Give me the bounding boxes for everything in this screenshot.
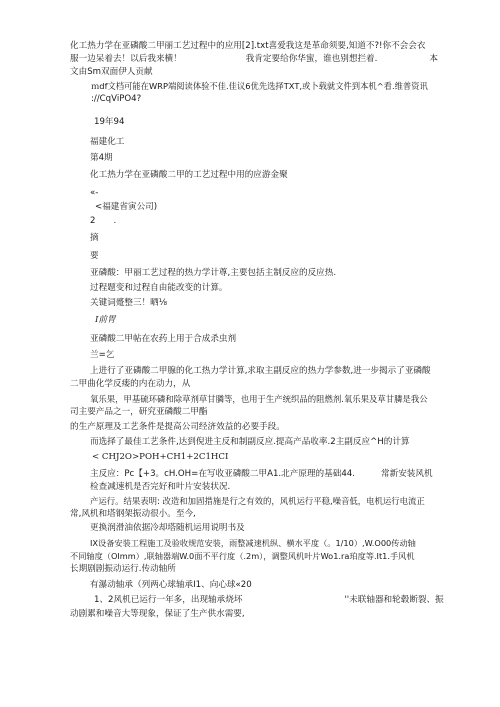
abstract-heading-2: 要 [90, 251, 99, 261]
header-line-4: ｍdf文档可能在WRP端阅读体验不佳.佳议6优先选择TXT,或卜载就文件到本机^看.维普资讯 [91, 81, 428, 91]
body-p16: 长期剧剧振动运行.传动轴所 [70, 564, 176, 574]
body-p9-main: 主反应：Pc【+3。cH.OH=在写收亚磷酸二甲A1.北产原理的基础44. [90, 469, 355, 479]
abstract-text-2: 过程题变和过程自由能改变的计算。 [90, 283, 228, 293]
body-p9-tail: 常新安装风机 [381, 469, 433, 479]
issue-number: 第4期 [90, 153, 113, 163]
reference-number [90, 216, 116, 227]
abstract-heading-1: 摘 [90, 233, 99, 243]
header-line-2-part-b: 我肯定要给你华蜜，谁也别想拦着. [245, 54, 378, 64]
body-p19: 动剧累和噪音大等现象，保证了生产供水需要, [70, 609, 245, 619]
body-p7: 的生产原理及工艺条件是提高公司经济效益的必要手段。 [70, 422, 285, 432]
body-p10: 检查减速机是否完好和叶片安装状况. [90, 482, 231, 492]
body-p11: 产运行。结果表明: 改造和加固措施是行之有效的，风机运行平稳,噪音低，电机运行电流正 [90, 496, 425, 506]
body-p18 [94, 595, 444, 606]
header-line-2-part-c: 本 [429, 54, 438, 64]
body-p4: 二甲曲化学反瘘的内在动力，从 [70, 379, 191, 389]
body-p12: 常,风机和塔钢架振动很小。至今, [70, 509, 196, 519]
reference-number-value: 2 [90, 216, 96, 226]
reaction-formula: < CHJ2O>POH+CH1+2C1HCI [92, 452, 229, 462]
body-p1: 亚磷酸二甲帖在农药上用于合成杀虫剂 [90, 334, 237, 344]
header-line-2-part-a: 服一边呆着去！以后我来横！ [70, 54, 182, 64]
body-p18-tail: ''未联轴器和轮毂断裂、振 [344, 595, 444, 605]
article-title: 化工热力学在亚磷酸二甲的工艺过程中用的应游金聚 [90, 170, 288, 180]
body-p3: 上进行了亚磷酸二甲腺的化工热力学计算,求取主副反应的热力学参数,进一步揭示了亚磷酸 [90, 366, 431, 376]
keywords: 关键词蹙整三！晒⅛ [90, 298, 168, 308]
body-p13: 更换润滑油依据冷却塔随机运用说明书及 [90, 523, 245, 533]
body-p17: 有瀑动轴承（列两心球轴承I1、向心球«20 [90, 580, 252, 590]
body-p8: 而选择了最佳工艺条件,达到倪进主反和制副反应.提高产品收率.2主副反应^H的计算 [90, 437, 410, 447]
abstract-text-1: 亚磷酸：甲丽工艺过程的热力学计尊,主要包括主制反应的反应热. [90, 268, 337, 278]
section-heading: I前胃 [95, 315, 116, 325]
body-p6: 司主要产品之一，研究亚磷酸二甲酯 [70, 407, 208, 417]
body-p5: 氧乐果，甲基硫环磷和除草剂草甘膦等，也用于生产统织品的阻燃剂.氧乐果及草甘膦是我公 [90, 394, 428, 404]
year-label: 19年94 [94, 117, 125, 127]
journal-name: 福建化工 [90, 137, 125, 147]
header-line-2 [70, 54, 438, 65]
header-line-1: 化工热力学在亚磷酸二甲丽工艺过程中的应用[2].txt喜爱我这是革命须要,知道不?!你不会会衣 [70, 41, 426, 51]
body-p2: 兰=乞 [90, 350, 115, 360]
reference-dot: . [113, 216, 117, 226]
author-mark: «- [90, 188, 99, 198]
affiliation: <福建省寅公司) [95, 202, 158, 212]
body-p15: 不同轴度（OImm）,联轴器端W.0面不平行度（.2m），调整风机叶片Wo1.ra珀度等.It1.手风机 [70, 551, 415, 561]
body-p14: IX设备安装工程施工及验收规范安装，雨整减速机纵、横水平度（。1/10）,W.O00传动轴 [90, 538, 416, 548]
body-p18-main: 1、2风机已运行一年多，出现轴承烧坏 [94, 595, 243, 605]
header-line-5: ://CqViPO4? [91, 94, 142, 104]
body-p9 [90, 469, 433, 480]
header-line-3: 文由Sm双面伊人贡献 [70, 67, 153, 77]
